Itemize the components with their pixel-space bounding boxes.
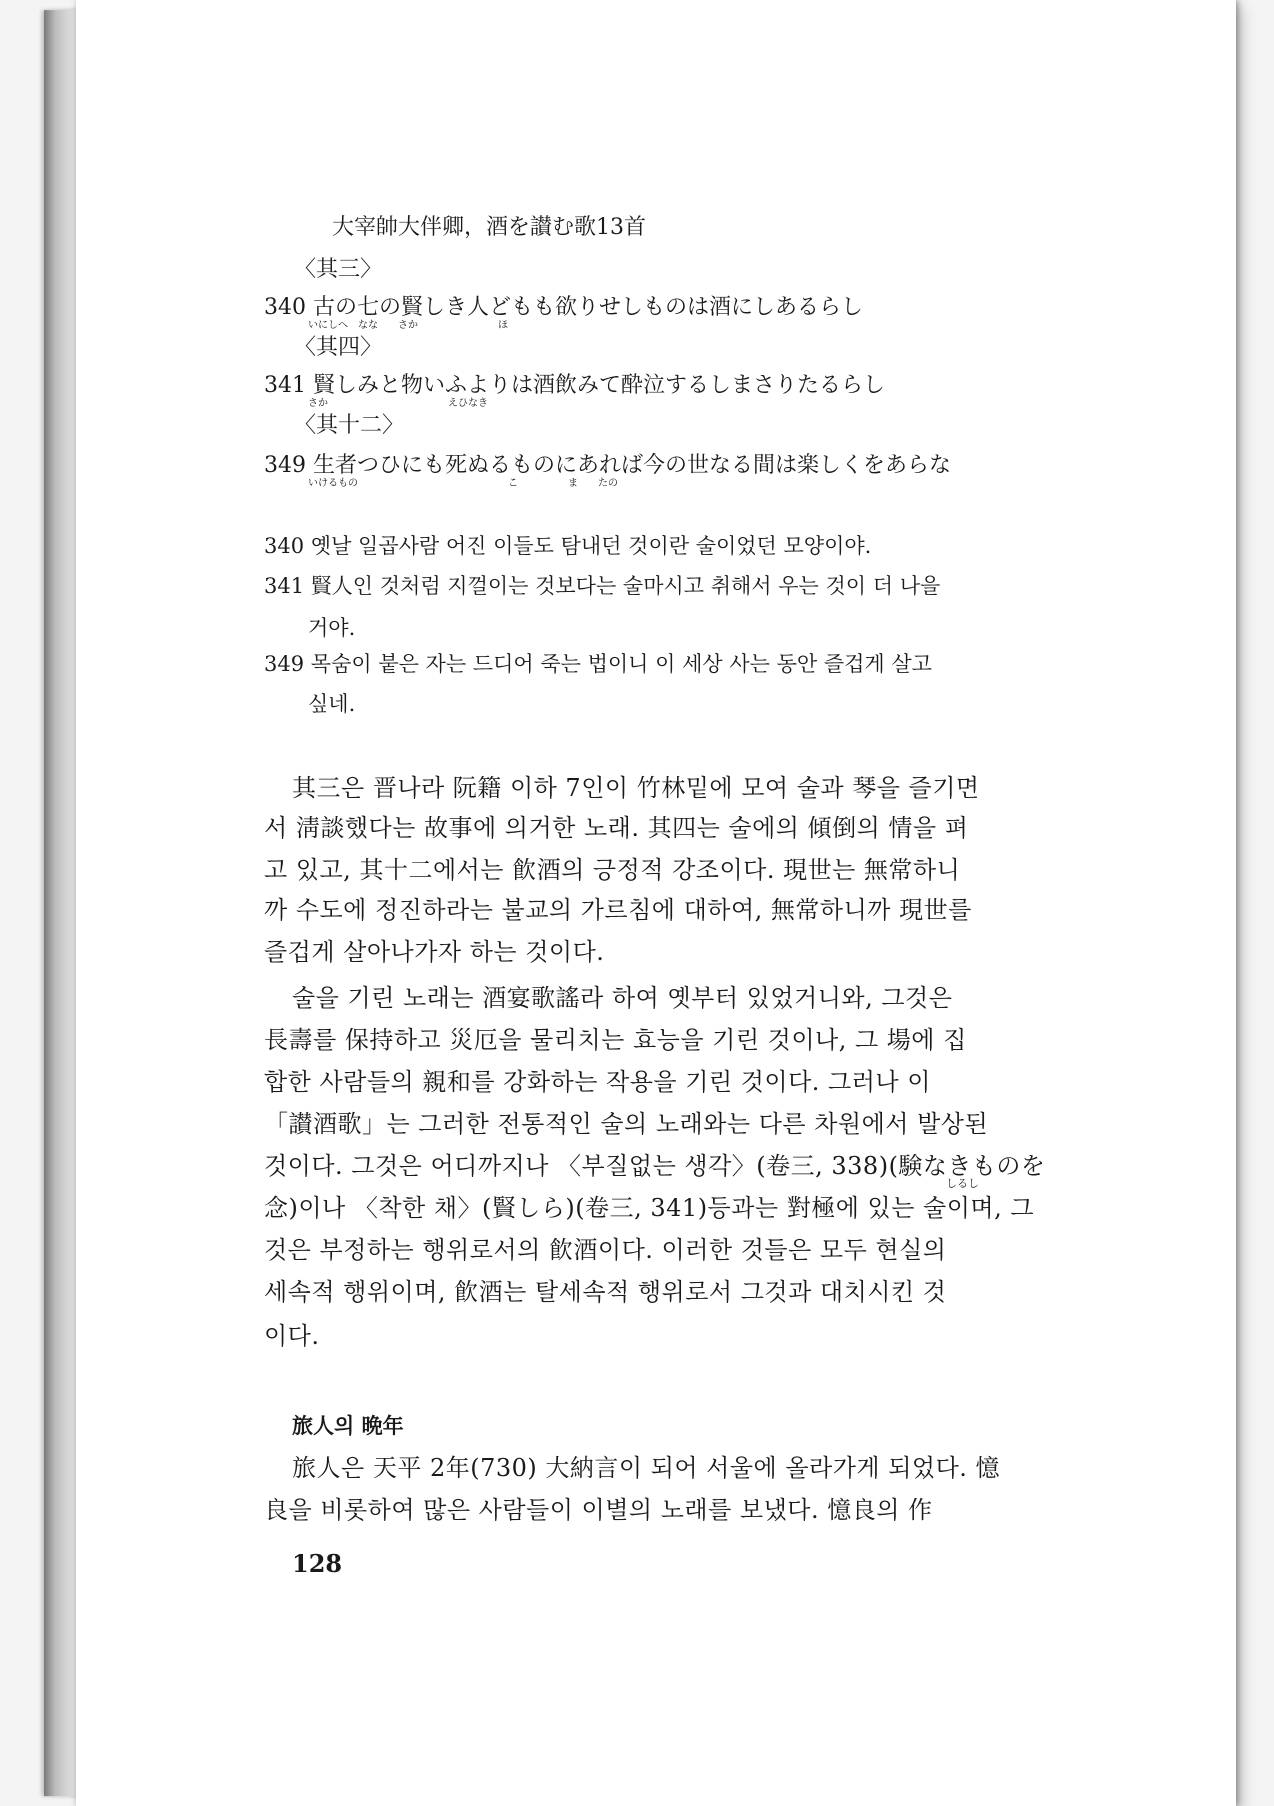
paragraph-2-line-3: 합한 사람들의 親和를 강화하는 작용을 기린 것이다. 그러나 이 xyxy=(264,1068,931,1096)
poem-line-341 xyxy=(264,372,885,400)
poem-text: 生者つひにも死ぬるものにあれば今の世なる間は楽しくをあらな xyxy=(313,453,952,478)
paragraph-1-line-4: 까 수도에 정진하라는 불교의 가르침에 대하여, 無常하니까 現世를 xyxy=(264,896,972,924)
ruby-349: いけるもの こ ま たの xyxy=(308,478,618,489)
paragraph-2-line-8: 세속적 행위이며, 飮酒는 탈세속적 행위로서 그것과 대치시킨 것 xyxy=(264,1278,947,1306)
section-line-1: 旅人은 天平 2年(730) 大納言이 되어 서울에 올라가게 되었다. 憶 xyxy=(292,1454,1001,1482)
translation-text: 賢人인 것처럼 지껄이는 것보다는 술마시고 취해서 우는 것이 더 나을 xyxy=(310,574,941,598)
translation-340 xyxy=(264,532,871,560)
paragraph-2-line-6: 念)이나 〈착한 채〉(賢しら)(卷三, 341)등과는 對極에 있는 술이며, 그 xyxy=(264,1194,1035,1222)
section-line-2: 良을 비롯하여 많은 사람들이 이별의 노래를 보냈다. 憶良의 作 xyxy=(264,1496,933,1524)
poem-header-340: 〈其三〉 xyxy=(294,257,383,282)
paragraph-1-line-1: 其三은 晋나라 阮籍 이하 7인이 竹林밑에 모여 술과 琴을 즐기면 xyxy=(292,774,980,802)
translation-341-cont: 거야. xyxy=(308,616,356,640)
poem-line-340 xyxy=(264,294,863,322)
poem-number: 340 xyxy=(264,295,306,320)
poem-line-349 xyxy=(264,452,951,480)
paragraph-2-line-4: 「讃酒歌」는 그러한 전통적인 술의 노래와는 다른 차원에서 발상된 xyxy=(264,1110,989,1138)
poem-header-349: 〈其十二〉 xyxy=(294,413,405,438)
paragraph-1-line-3: 고 있고, 其十二에서는 飮酒의 긍정적 강조이다. 現世는 無常하니 xyxy=(264,856,961,884)
page-number: 128 xyxy=(292,1549,343,1578)
poem-number: 349 xyxy=(264,453,306,478)
translation-text: 옛날 일곱사람 어진 이들도 탐내던 것이란 술이었던 모양이야. xyxy=(310,534,872,558)
translation-349-cont: 싶네. xyxy=(308,692,356,716)
translation-349 xyxy=(264,650,932,678)
translation-341 xyxy=(264,572,940,600)
book xyxy=(44,0,1236,1806)
section-heading: 旅人의 晩年 xyxy=(292,1413,404,1438)
translation-number: 340 xyxy=(264,534,305,558)
book-page xyxy=(76,0,1236,1806)
poem-text: 古の七の賢しき人どもも欲りせしものは酒にしあるらし xyxy=(313,295,864,320)
paragraph-2-line-1: 술을 기린 노래는 酒宴歌謠라 하여 옛부터 있었거니와, 그것은 xyxy=(292,984,953,1012)
poem-number: 341 xyxy=(264,373,306,398)
ruby-341: さか えひなき xyxy=(308,398,488,409)
ruby-340: いにしへ なな さか ほ xyxy=(308,320,508,331)
ruby-shirushi: しるし xyxy=(946,1177,979,1190)
paragraph-2-line-7: 것은 부정하는 행위로서의 飮酒이다. 이러한 것들은 모두 현실의 xyxy=(264,1236,947,1264)
paragraph-2-line-2: 長壽를 保持하고 災厄을 물리치는 효능을 기린 것이나, 그 場에 집 xyxy=(264,1026,967,1054)
poem-header-341: 〈其四〉 xyxy=(294,335,383,360)
poem-section-title: 大宰帥大伴卿，酒を讃む歌13首 xyxy=(332,215,646,240)
paragraph-1-line-5: 즐겁게 살아나가자 하는 것이다. xyxy=(264,938,605,966)
translation-text: 목숨이 붙은 자는 드디어 죽는 법이니 이 세상 사는 동안 즐겁게 살고 xyxy=(310,652,932,676)
paragraph-2-line-9: 이다. xyxy=(264,1322,320,1350)
paragraph-2-line-5: 것이다. 그것은 어디까지나 〈부질없는 생각〉(卷三, 338)(験なきものを xyxy=(264,1152,1046,1180)
poem-text: 賢しみと物いふよりは酒飲みて酔泣するしまさりたるらし xyxy=(313,373,886,398)
translation-number: 349 xyxy=(264,652,305,676)
translation-number: 341 xyxy=(264,574,305,598)
paragraph-1-line-2: 서 淸談했다는 故事에 의거한 노래. 其四는 술에의 傾倒의 情을 펴 xyxy=(264,814,969,842)
